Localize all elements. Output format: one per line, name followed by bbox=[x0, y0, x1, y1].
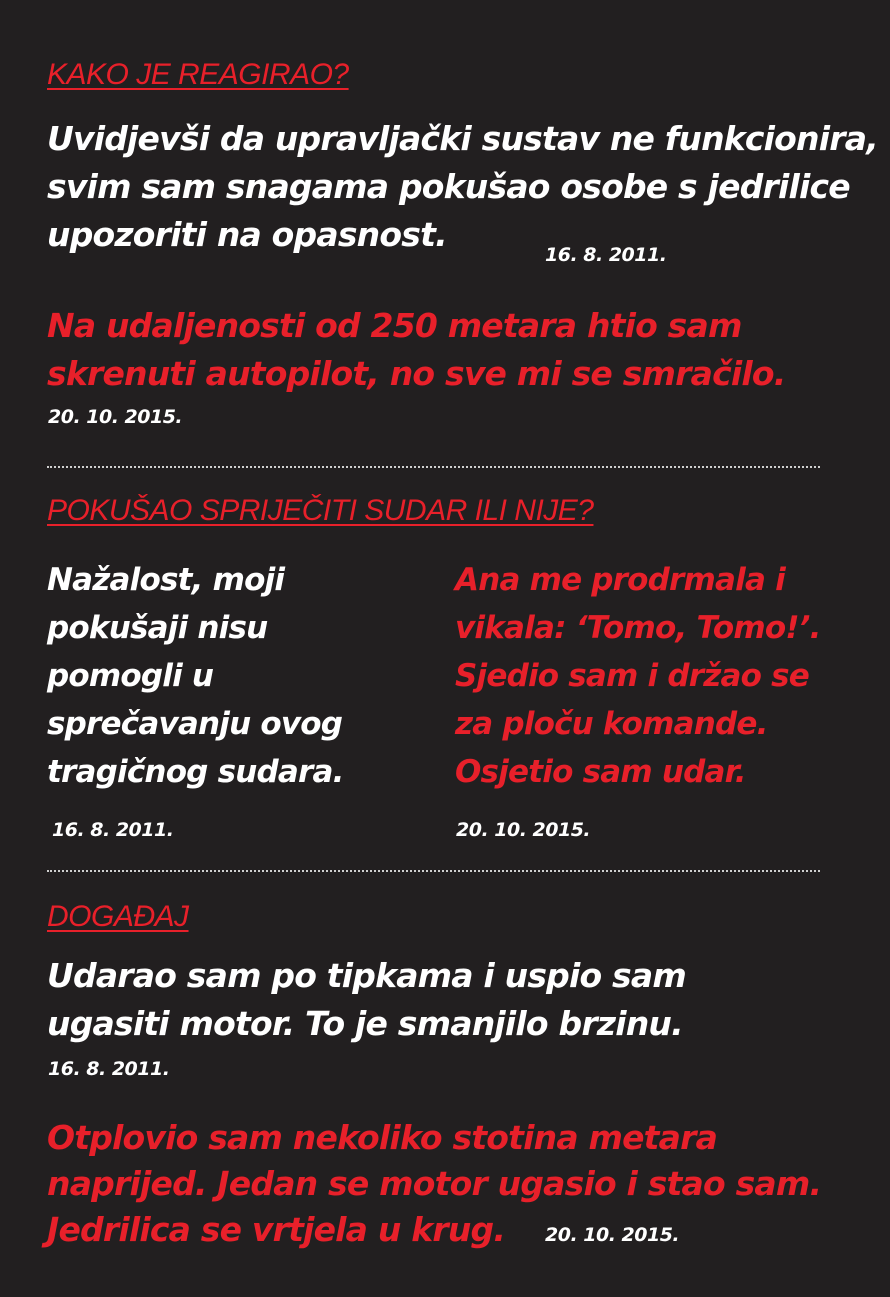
quote-line: vikala: ‘Tomo, Tomo!’. bbox=[455, 610, 821, 646]
date-label: 16. 8. 2011. bbox=[48, 1058, 170, 1080]
quote-line: Jedrilica se vrtjela u krug. bbox=[47, 1210, 506, 1249]
quote-2015-event bbox=[47, 1115, 821, 1253]
date-label: 20. 10. 2015. bbox=[545, 1224, 680, 1246]
quote-2015-reaction bbox=[47, 302, 785, 398]
quote-2011-prevent bbox=[47, 556, 344, 796]
quote-line: Uvidjevši da upravljački sustav ne funkcionira, bbox=[47, 119, 878, 158]
quote-line: pomogli u bbox=[47, 658, 214, 694]
date-label: 16. 8. 2011. bbox=[52, 819, 174, 841]
quote-2011-reaction bbox=[47, 115, 878, 259]
quote-line: Osjetio sam udar. bbox=[455, 754, 746, 790]
quote-line: skrenuti autopilot, no sve mi se smračilo. bbox=[47, 354, 786, 393]
quote-line: Na udaljenosti od 250 metara htio sam bbox=[47, 306, 742, 345]
quote-line: ugasiti motor. To je smanjilo brzinu. bbox=[47, 1004, 683, 1043]
section-heading-reaction: KAKO JE REAGIRAO? bbox=[47, 58, 349, 91]
dotted-divider bbox=[47, 870, 820, 872]
quote-line: tragičnog sudara. bbox=[47, 754, 344, 790]
quote-line: Udarao sam po tipkama i uspio sam bbox=[47, 956, 686, 995]
quote-line: za ploču komande. bbox=[455, 706, 768, 742]
date-label: 16. 8. 2011. bbox=[545, 244, 667, 266]
quote-line: Nažalost, moji bbox=[47, 562, 285, 598]
quote-line: Ana me prodrmala i bbox=[455, 562, 785, 598]
quote-line: Sjedio sam i držao se bbox=[455, 658, 809, 694]
section-heading-prevent-collision: POKUŠAO SPRIJEČITI SUDAR ILI NIJE? bbox=[47, 494, 594, 527]
quote-2011-event bbox=[47, 952, 686, 1048]
quote-line: svim sam snagama pokušao osobe s jedrilice bbox=[47, 167, 850, 206]
quote-line: sprečavanju ovog bbox=[47, 706, 343, 742]
dotted-divider bbox=[47, 466, 820, 468]
quote-line: pokušaji nisu bbox=[47, 610, 268, 646]
section-heading-event: DOGAĐAJ bbox=[47, 900, 189, 933]
date-label: 20. 10. 2015. bbox=[48, 406, 183, 428]
quote-2015-prevent bbox=[455, 556, 821, 796]
quote-line: upozoriti na opasnost. bbox=[47, 215, 447, 254]
quote-line: Otplovio sam nekoliko stotina metara bbox=[47, 1118, 718, 1157]
date-label: 20. 10. 2015. bbox=[456, 819, 591, 841]
quote-line: naprijed. Jedan se motor ugasio i stao sam. bbox=[47, 1164, 822, 1203]
